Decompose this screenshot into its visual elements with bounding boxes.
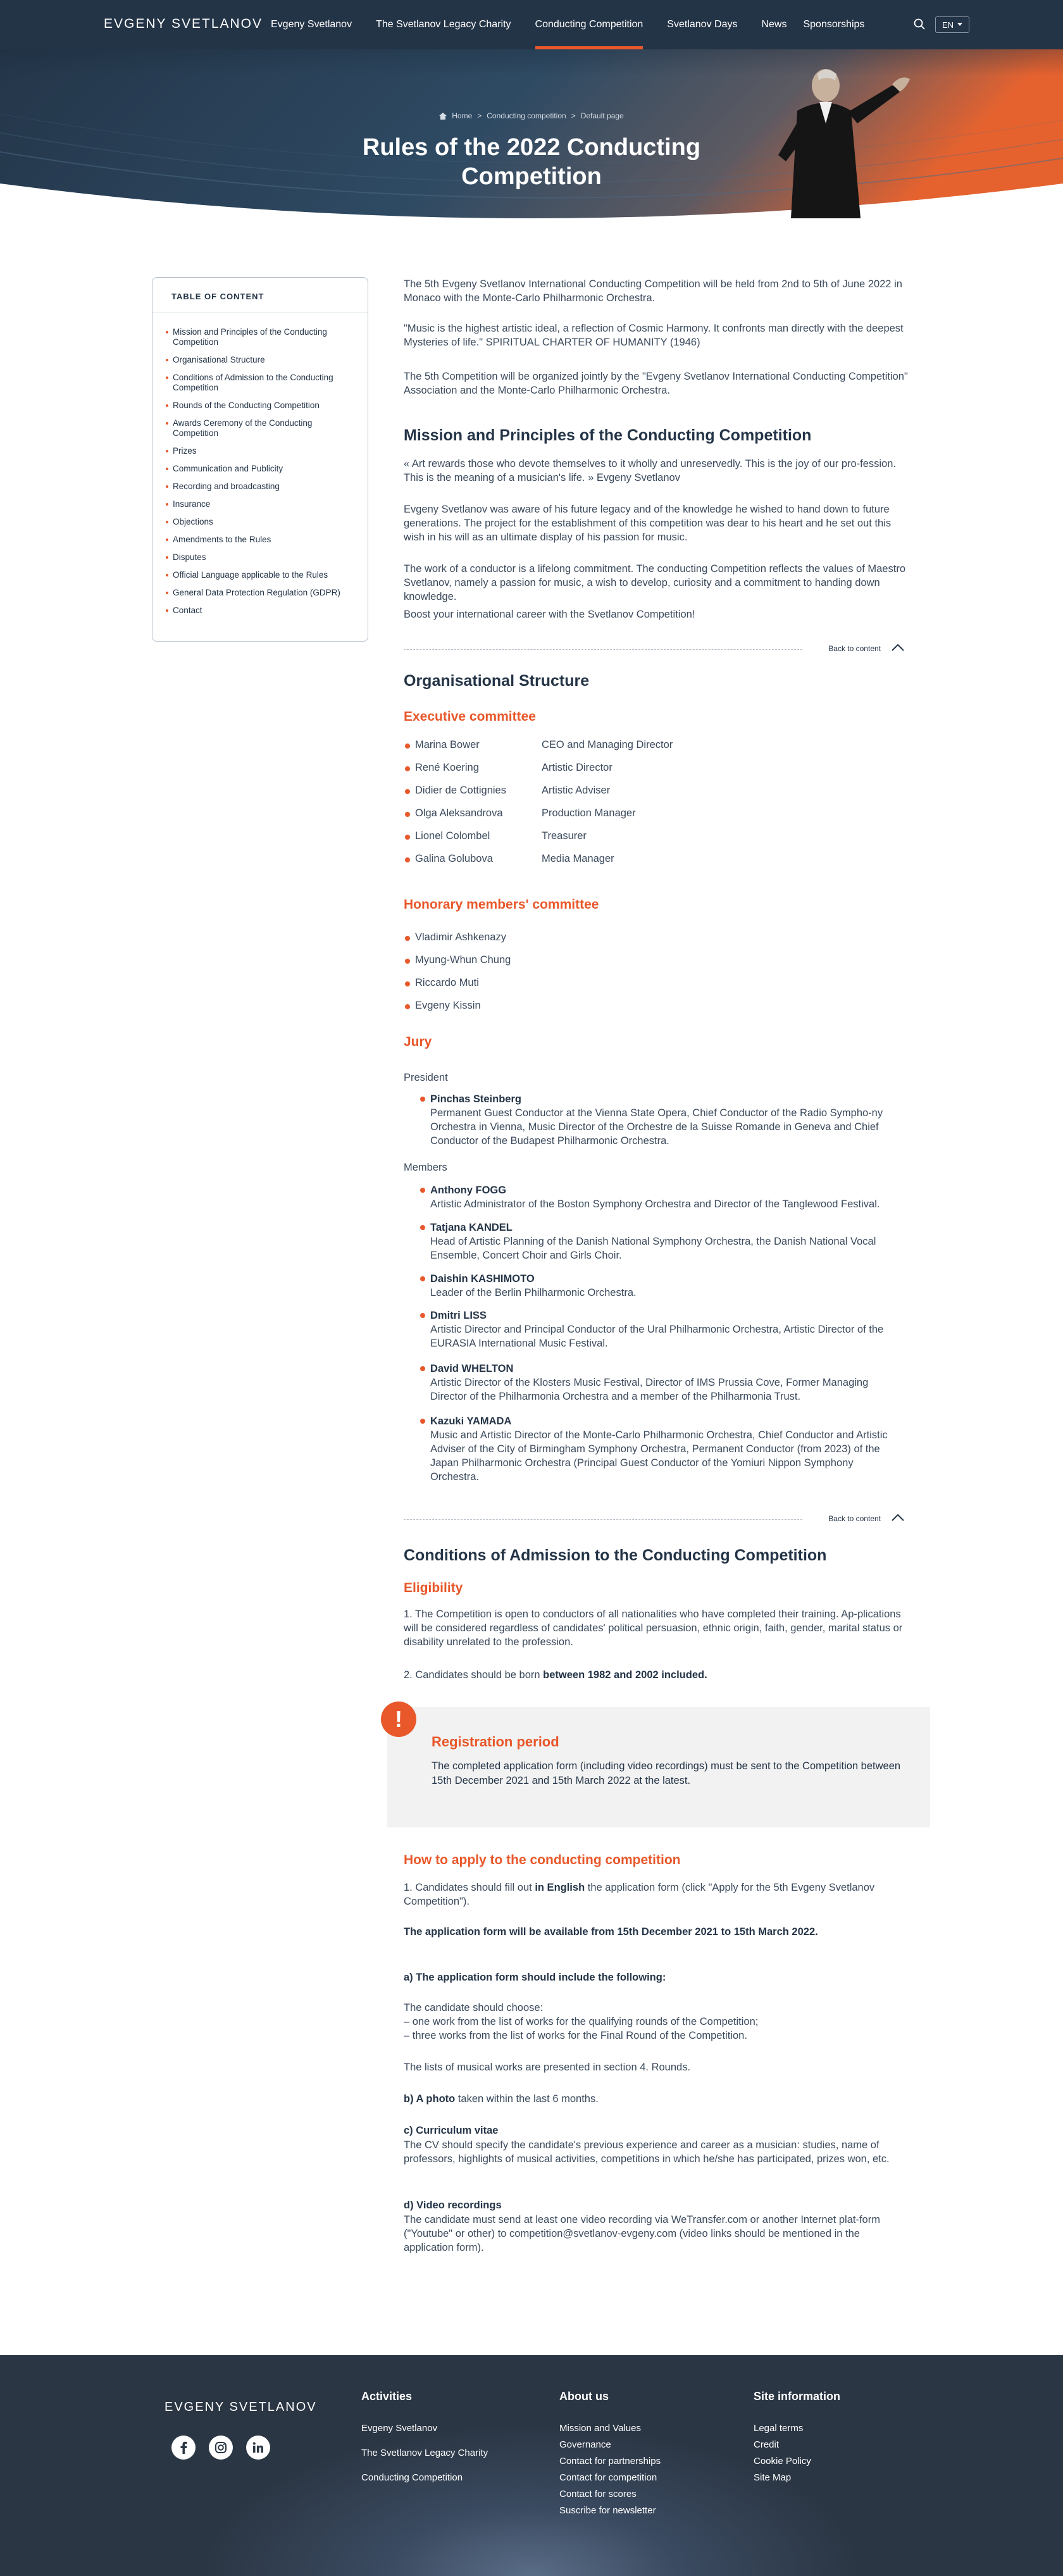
toc-item[interactable]: General Data Protection Regulation (GDPR) xyxy=(173,588,347,598)
mission-paragraph: Evgeny Svetlanov was aware of his future legacy and of the knowledge he wished to hand down to future generations. The project for the establishment of this competition was dear to his heart and he set out this wish in his will as an ultimate display of his passion for music. xyxy=(404,504,892,543)
honorary-member: Evgeny Kissin xyxy=(415,1000,481,1011)
footer-link[interactable]: Mission and Values xyxy=(559,2423,641,2434)
breadcrumb-separator: > xyxy=(571,111,576,120)
back-to-content[interactable] xyxy=(404,1512,910,1527)
committee-member-name: Olga Aleksandrova xyxy=(415,807,503,819)
linkedin-icon[interactable] xyxy=(246,2436,270,2460)
committee-member-name: Galina Golubova xyxy=(415,853,493,864)
footer-link[interactable]: Conducting Competition xyxy=(361,2472,463,2483)
footer xyxy=(0,2355,1063,2576)
notice-text: The completed application form (including video recordings) must be sent to the Competition between 15th December 2021 and 15th March 2022 at the latest. xyxy=(432,1760,901,1786)
jury-member xyxy=(430,1362,905,1403)
mission-quote: « Art rewards those who devote themselves to it wholly and unreservedly. This is the joy of our pro-fession. This is the meaning of a musician's life. » Evgeny Svetlanov xyxy=(404,458,897,483)
eligibility-item: 1. The Competition is open to conductors of all nationalities who have completed their training. Ap-plications will be considered regardless of candidates' political persuasion, ethnic origin, faith, gender, marital status or disability unrelated to the profession. xyxy=(404,1608,903,1648)
form-include-line: – three works from the list of works for the Final Round of the Competition. xyxy=(404,2030,747,2041)
juror-name: Kazuki YAMADA xyxy=(430,1416,512,1427)
eligibility-item xyxy=(404,1668,910,1682)
section-title-mission: Mission and Principles of the Conducting Competition xyxy=(404,426,812,444)
breadcrumb-current: Default page xyxy=(580,111,624,120)
breadcrumb-separator: > xyxy=(477,111,482,120)
howto-step xyxy=(404,1881,910,1908)
footer-link[interactable]: Site Map xyxy=(754,2472,792,2483)
back-to-content-label: Back to content xyxy=(828,1514,881,1523)
chevron-up-icon xyxy=(891,643,905,652)
honorary-committee-title: Honorary members' committee xyxy=(404,897,599,912)
eligibility-text: 2. Candidates should be born xyxy=(404,1669,544,1681)
committee-member-role: Artistic Adviser xyxy=(542,785,611,796)
breadcrumb-home[interactable]: Home xyxy=(452,111,473,120)
top-navbar xyxy=(0,0,1063,49)
committee-member-name: Didier de Cottignies xyxy=(415,785,506,796)
notice-title: Registration period xyxy=(432,1734,559,1750)
toc-item[interactable]: Objections xyxy=(173,517,347,527)
conductor-photo xyxy=(766,60,917,218)
divider xyxy=(404,1519,802,1520)
footer-activities-title: Activities xyxy=(361,2390,413,2403)
juror-name: Anthony FOGG xyxy=(430,1185,507,1196)
section-title-org: Organisational Structure xyxy=(404,672,590,690)
juror-description: Leader of the Berlin Philharmonic Orchestra. xyxy=(430,1287,637,1298)
committee-member-role: Production Manager xyxy=(542,807,636,819)
footer-link[interactable]: The Svetlanov Legacy Charity xyxy=(361,2448,488,2458)
juror-name: Dmitri LISS xyxy=(430,1310,487,1321)
howto-text: the application form (click "Apply for the 5th Evgeny Svetlanov Competition"). xyxy=(404,1882,875,1907)
eligibility-title: Eligibility xyxy=(404,1581,463,1595)
video-text: The candidate must send at least one video recording via WeTransfer.com or another Internet plat-form ("Youtube" or other) to competition@svetlanov-evgeny.com (video links should be mentioned in the application form). xyxy=(404,2214,880,2253)
howto-title: How to apply to the conducting competition xyxy=(404,1853,681,1867)
footer-logo[interactable]: EVGENY SVETLANOV xyxy=(165,2400,317,2414)
jury-title: Jury xyxy=(404,1035,432,1049)
jury-member xyxy=(430,1272,905,1300)
chevron-down-icon xyxy=(957,23,962,27)
back-to-content[interactable] xyxy=(404,642,910,657)
back-to-content-label: Back to content xyxy=(828,644,881,653)
main-nav xyxy=(271,0,888,49)
intro-paragraph: The 5th Evgeny Svetlanov International Conducting Competition will be held from 2nd to 5th of June 2022 in Monaco with the Monte-Carlo Philharmonic Orchestra. xyxy=(404,278,902,304)
juror-name: Tatjana KANDEL xyxy=(430,1222,513,1233)
footer-link[interactable]: Evgeny Svetlanov xyxy=(361,2423,438,2434)
photo-label: b) A photo xyxy=(404,2093,456,2105)
toc-title: TABLE OF CONTENT xyxy=(152,278,368,313)
eligibility-dates: between 1982 and 2002 included. xyxy=(543,1669,707,1681)
chevron-up-icon xyxy=(891,1513,905,1522)
juror-description: Head of Artistic Planning of the Danish National Symphony Orchestra, the Danish National Vocal Ensemble, Concert Choir and Girls Choir. xyxy=(430,1236,876,1261)
honorary-member: Myung-Whun Chung xyxy=(415,954,511,966)
toc-item[interactable]: Organisational Structure xyxy=(173,355,347,365)
jury-member xyxy=(430,1414,905,1484)
form-include-line: – one work from the list of works for the qualifying rounds of the Competition; xyxy=(404,2016,759,2027)
mission-paragraph: The work of a conductor is a lifelong commitment. The conducting Competition reflects the values of Maestro Svetlanov, namely a passion for music, a wish to develop, curiosity and a commitment to handing down knowledge. xyxy=(404,563,905,602)
footer-link[interactable]: Contact for partnerships xyxy=(559,2456,661,2467)
committee-member-role: Artistic Director xyxy=(542,762,612,773)
page-title: Rules of the 2022 Conducting Competition xyxy=(362,134,701,190)
nav-item-legacy-charity[interactable]: The Svetlanov Legacy Charity xyxy=(376,19,511,30)
toc-item[interactable]: Conditions of Admission to the Conducting Competition xyxy=(173,373,347,393)
juror-name: Daishin KASHIMOTO xyxy=(430,1273,535,1285)
footer-link[interactable]: Contact for competition xyxy=(559,2472,657,2483)
divider xyxy=(404,649,802,650)
toc-item[interactable]: Amendments to the Rules xyxy=(173,535,347,545)
toc-item[interactable]: Official Language applicable to the Rules xyxy=(173,570,347,580)
nav-item-evgeny-svetlanov[interactable]: Evgeny Svetlanov xyxy=(271,19,352,30)
footer-link[interactable]: Cookie Policy xyxy=(754,2456,811,2467)
cv-title: c) Curriculum vitae xyxy=(404,2125,499,2136)
toc-item[interactable]: Recording and broadcasting xyxy=(173,482,347,492)
footer-about-title: About us xyxy=(559,2390,609,2403)
intro-paragraph: The 5th Competition will be organized jointly by the "Evgeny Svetlanov International Conducting Competition" Association and the Monte-Carlo Philharmonic Orchestra. xyxy=(404,371,908,396)
howto-bold: in English xyxy=(535,1882,585,1893)
nav-item-svetlanov-days[interactable]: Svetlanov Days xyxy=(667,19,738,30)
footer-link[interactable]: Legal terms xyxy=(754,2423,804,2434)
juror-description: Permanent Guest Conductor at the Vienna State Opera, Chief Conductor of the Radio Sympho-ny Orchestra in Vienna, Music Director of the Orchestre de la Suisse Romande in Geneva and Chief Conductor of the Budapest Philharmonic Orchestra. xyxy=(430,1107,883,1147)
instagram-icon[interactable] xyxy=(209,2436,233,2460)
juror-name: David WHELTON xyxy=(430,1363,514,1374)
toc-list xyxy=(152,313,368,616)
site-logo[interactable]: EVGENY SVETLANOV xyxy=(104,16,263,31)
form-include-line: The candidate should choose: xyxy=(404,2002,544,2013)
nav-item-sponsorships[interactable]: Sponsorships xyxy=(803,19,865,30)
photo-requirement xyxy=(404,2092,910,2106)
toc-item[interactable]: Rounds of the Conducting Competition xyxy=(173,401,347,411)
intro-quote: "Music is the highest artistic ideal, a reflection of Cosmic Harmony. It confronts man directly with the deepest Mysteries of life." SPIRITUAL CHARTER OF HUMANITY (1946) xyxy=(404,323,904,348)
cv-text: The CV should specify the candidate's previous experience and career as a musician: studies, name of professors, highlights of musical activities, competitions in which he/she has participated, prizes won, etc. xyxy=(404,2139,890,2165)
committee-member-name: Lionel Colombel xyxy=(415,830,490,842)
toc-item[interactable]: Insurance xyxy=(173,499,347,509)
footer-link[interactable]: Governance xyxy=(559,2439,611,2450)
video-title: d) Video recordings xyxy=(404,2200,502,2211)
nav-item-news[interactable]: News xyxy=(761,19,787,30)
juror-description: Artistic Director of the Klosters Music Festival, Director of IMS Prussia Cove, Former Managing Director of the Philharmonia Orchestra and a member of the Philharmonia Trust. xyxy=(430,1377,869,1402)
honorary-member: Riccardo Muti xyxy=(415,977,479,988)
footer-link[interactable]: Suscribe for newsletter xyxy=(559,2505,656,2516)
toc-item[interactable]: Contact xyxy=(173,606,347,616)
language-selector[interactable] xyxy=(935,16,969,33)
exec-committee-title: Executive committee xyxy=(404,709,536,724)
committee-member-role: Media Manager xyxy=(542,853,614,864)
footer-site-title: Site information xyxy=(754,2390,841,2403)
toc-item[interactable]: Mission and Principles of the Conducting Competition xyxy=(173,327,347,347)
juror-name: Pinchas Steinberg xyxy=(430,1093,521,1105)
photo-text: taken within the last 6 months. xyxy=(455,2093,599,2105)
footer-link[interactable]: Credit xyxy=(754,2439,780,2450)
juror-description: Artistic Director and Principal Conductor of the Ural Philharmonic Orchestra, Artistic Director of the EURASIA International Music Festival. xyxy=(430,1324,884,1349)
language-label: EN xyxy=(942,20,954,30)
jury-president xyxy=(430,1092,905,1148)
jury-members-label: Members xyxy=(404,1162,447,1173)
table-of-content xyxy=(152,277,368,642)
search-icon[interactable] xyxy=(914,18,925,30)
honorary-member: Vladimir Ashkenazy xyxy=(415,931,506,943)
toc-item[interactable]: Communication and Publicity xyxy=(173,464,347,474)
form-include-line: The lists of musical works are presented in section 4. Rounds. xyxy=(404,2062,691,2073)
jury-member xyxy=(430,1309,905,1350)
jury-member xyxy=(430,1183,905,1211)
committee-member-name: Marina Bower xyxy=(415,739,480,750)
jury-president-label: President xyxy=(404,1072,448,1083)
footer-link[interactable]: Contact for scores xyxy=(559,2489,637,2499)
committee-member-role: Treasurer xyxy=(542,830,587,842)
availability-note: The application form will be available from 15th December 2021 to 15th March 2022. xyxy=(404,1926,818,1938)
breadcrumb-competition[interactable]: Conducting competition xyxy=(487,111,566,120)
jury-member xyxy=(430,1221,905,1262)
section-title-admission: Conditions of Admission to the Conducting Competition xyxy=(404,1546,827,1564)
breadcrumb xyxy=(0,111,1063,120)
home-icon xyxy=(439,113,447,120)
toc-item[interactable]: Prizes xyxy=(173,446,347,456)
mission-paragraph: Boost your international career with the Svetlanov Competition! xyxy=(404,609,695,620)
toc-item[interactable]: Awards Ceremony of the Conducting Competition xyxy=(173,418,347,439)
nav-item-conducting-competition[interactable]: Conducting Competition xyxy=(535,0,643,49)
toc-item[interactable]: Disputes xyxy=(173,552,347,563)
juror-description: Artistic Administrator of the Boston Symphony Orchestra and Director of the Tanglewood Festival. xyxy=(430,1198,880,1210)
committee-member-role: CEO and Managing Director xyxy=(542,739,673,750)
exclamation-icon: ! xyxy=(381,1702,416,1737)
facebook-icon[interactable] xyxy=(171,2436,196,2460)
committee-member-name: René Koering xyxy=(415,762,479,773)
form-include-title: a) The application form should include the following: xyxy=(404,1972,666,1983)
juror-description: Music and Artistic Director of the Monte-Carlo Philharmonic Orchestra, Chief Conductor and Artistic Adviser of the City of Birmingham Symphony Orchestra, Permanent Conductor (from 2023) of the Japan Philharmonic Orchestra (Principal Guest Conductor of the Yomiuri Nippon Symphony Orchestra. xyxy=(430,1429,888,1483)
howto-text: 1. Candidates should fill out xyxy=(404,1882,535,1893)
